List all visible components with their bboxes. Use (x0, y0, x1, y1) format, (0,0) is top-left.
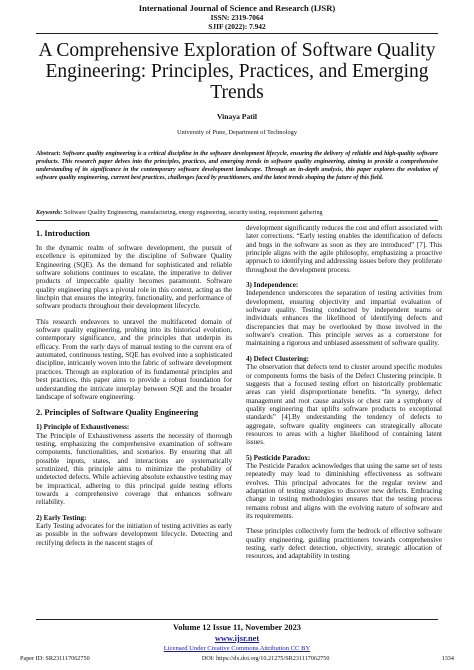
keywords (36, 209, 438, 217)
footer-website-link[interactable]: www.ijsr.net (214, 634, 260, 643)
footer-volume: Volume 12 Issue 11, November 2023 (173, 623, 301, 632)
journal-name: International Journal of Science and Research (IJSR) (138, 3, 336, 13)
abstract-rule (36, 220, 438, 221)
footer-meta (20, 655, 454, 662)
footer-rule (36, 619, 438, 620)
subsection-heading: 2) Early Testing: (36, 513, 87, 522)
paragraph: The observation that defects tend to cluster around specific modules or components forms the basis of the Defect Clustering principle. It suggests that a focused testing effort on historically problematic areas can yield disproportionate benefits. “In synergy, defect management and root cause analysis or chest rate a symphony of quality engineering that uplifts software products to exceptional standards” [4].By understanding the tendency of defects to aggregate, software quality engineers can strategically allocate resources to areas with a higher likelihood of containing latent issues. (246, 363, 442, 447)
abstract-label: Abstract: (36, 151, 61, 157)
header-rule (36, 33, 438, 34)
keywords-label: Keywords: (36, 210, 63, 216)
paper-id: Paper ID: SR231117062750 (20, 655, 90, 662)
paragraph: development significantly reduces the cost and effort associated with later corrections. “Early testing enables the identification of defects and bugs in the software as soon as they are introduced” [7]. This principle aligns with the agile philosophy, emphasizing a proactive approach to identifying and addressing issues before they proliferate throughout the development process. (246, 224, 442, 274)
paragraph: This research endeavors to unravel the multifaceted domain of software quality engineering, probing into its historical evolution, contemporary significance, and the principles that underpin its efficacy. From the early days of manual testing to the current era of automated, continuous testing, SQE has evolved into a sophisticated discipline, intricately woven into the fabric of software development practices. Through an exploration of its fundamental principles and best practices, this paper aims to provide a robust foundation for understanding the intricate interplay between SQE and the broader landscape of software engineering. (36, 317, 232, 401)
journal-sjif: SJIF (2022): 7.942 (208, 22, 266, 31)
section-heading: 2. Principles of Software Quality Engineering (36, 408, 199, 418)
subsection-heading: 3) Independence: (246, 281, 299, 290)
subsection-heading: 4) Defect Clustering: (246, 354, 310, 363)
subsection-heading: 1) Principle of Exhaustiveness: (36, 423, 130, 432)
journal-issn: ISSN: 2319-7064 (210, 13, 264, 22)
paragraph: The Principle of Exhaustiveness asserts the necessity of thorough testing, emphasizing the comprehensive examination of software components, functionalities, and scenarios. By ensuring that all possible inputs, states, and interactions are systematically scrutinized, this principle aims to minimize the probability of undetected defects. While achieving absolute exhaustive testing may be impractical, adhering to this principal guide testing efforts towards a comprehensive coverage that enhances software reliability. (36, 431, 232, 507)
paragraph: These principles collectively form the bedrock of effective software quality engineering, guiding practitioners towards comprehensive testing, early defect detection, objectivity, strategic allocation of resources, and adaptability in testing (246, 527, 442, 561)
paragraph: The Pesticide Paradox acknowledges that using the same set of tests repeatedly may lead to diminishing effectiveness as software evolves. This principal advocates for the regular review and adaptation of testing strategies to discover new defects. Embracing change in testing methodologies ensures that the testing process remains robust and aligns with the evolving nature of software and its requirements. (246, 461, 442, 520)
right-column (246, 224, 442, 561)
left-column (36, 224, 232, 547)
paper-author: Vinaya Patil (216, 112, 257, 121)
abstract (36, 150, 438, 182)
footer-license-link[interactable]: Licensed Under Creative Commons Attribution CC BY (163, 645, 311, 652)
paper-title: A Comprehensive Exploration of Software Quality Engineering: Principles, Practices, and Emerging Trends (38, 40, 436, 103)
journal-header (0, 4, 474, 31)
paragraph: Independence underscores the separation of testing activities from development, ensuring objectivity and impartial evaluation of software quality. Testing conducted by independent teams or individuals enhances the likelihood of identifying defects and discrepancies that may be overlooked by those involved in the software's creation. This principle serves as a cornerstone for maintaining a rigorous and unbiased assessment of software quality. (246, 289, 442, 348)
paragraph: Early Testing advocates for the initiation of testing activities as early as possible in the software development lifecycle. Detecting and rectifying defects in the nascent stages of (36, 521, 232, 547)
keywords-text: Software Quality Engineering, manufacturing, energy engineering, security testing, requirement gathering (63, 210, 323, 216)
paragraph: In the dynamic realm of software development, the pursuit of excellence is epitomized by the discipline of Software Quality Engineering (SQE). As the demand for sophisticated and reliable software solutions continues to escalate, the imperative to deliver products of impeccable quality becomes paramount. Software quality engineering plays a pivotal role in this context, acting as the linchpin that ensures the integrity, functionality, and performance of software products throughout their development lifecycle. (36, 244, 232, 311)
page-number: 1334 (441, 655, 454, 662)
abstract-text: Software quality engineering is a critical discipline in the software development lifecycle, ensuring the delivery of reliable and high-quality software products. This research paper delves into the principles, practices, and emerging trends in software quality engineering, aiming to provide a comprehensive understanding of its significance in the contemporary software development landscape. Through an in-depth analysis, this paper explores the evolution of software quality engineering, current best practices, challenges faced by practitioners, and the latest trends shaping the future of this field. (36, 151, 438, 182)
subsection-heading: 5) Pesticide Paradox: (246, 453, 311, 462)
section-heading: 1. Introduction (36, 229, 90, 238)
paper-affiliation: University of Pune, Department of Technology (176, 129, 298, 136)
doi-link[interactable]: DOI: https://dx.doi.org/10.21275/SR231117062750 (201, 655, 330, 662)
